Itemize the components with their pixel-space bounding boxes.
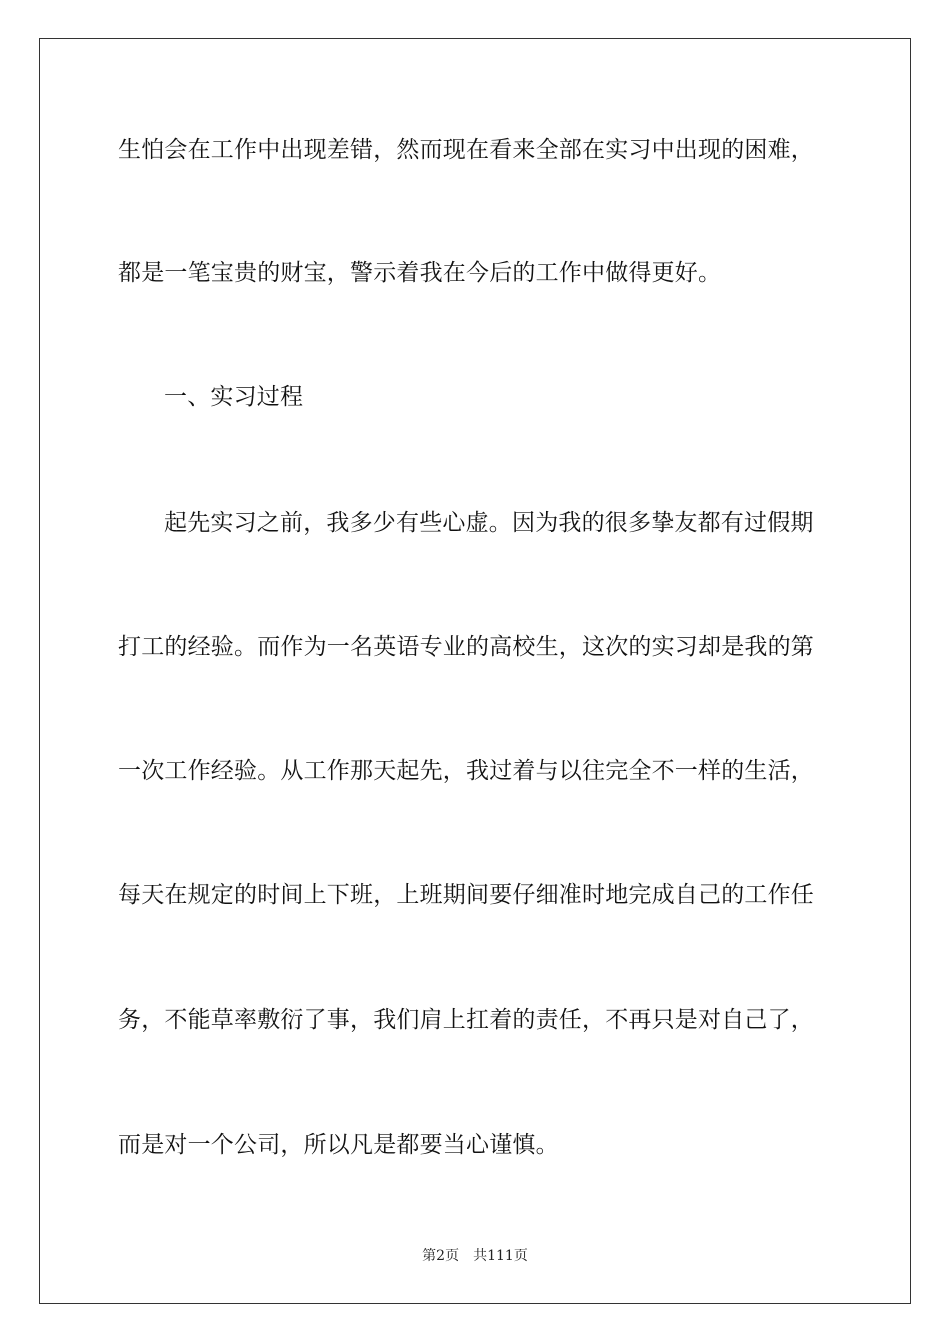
text-line: 起先实习之前，我多少有些心虚。因为我的很多挚友都有过假期 (164, 510, 814, 536)
text-line: 生怕会在工作中出现差错，然而现在看来全部在实习中出现的困难， (118, 137, 814, 163)
text-line: 务，不能草率敷衍了事，我们肩上扛着的责任，不再只是对自己了， (118, 1007, 814, 1033)
text-line: 都是一笔宝贵的财宝，警示着我在今后的工作中做得更好。 (118, 260, 722, 286)
text-line: 打工的经验。而作为一名英语专业的高校生，这次的实习却是我的第 (118, 634, 814, 660)
text-line: 而是对一个公司，所以凡是都要当心谨慎。 (118, 1132, 559, 1158)
text-line: 一次工作经验。从工作那天起先，我过着与以往完全不一样的生活， (118, 758, 814, 784)
total-pages: 共111页 (473, 1248, 528, 1264)
page-footer (0, 1247, 950, 1265)
text-line: 每天在规定的时间上下班，上班期间要仔细准时地完成自己的工作任 (118, 882, 814, 908)
page-frame (39, 38, 911, 1304)
page-number: 第2页 (422, 1248, 460, 1264)
section-heading: 一、实习过程 (164, 384, 304, 410)
